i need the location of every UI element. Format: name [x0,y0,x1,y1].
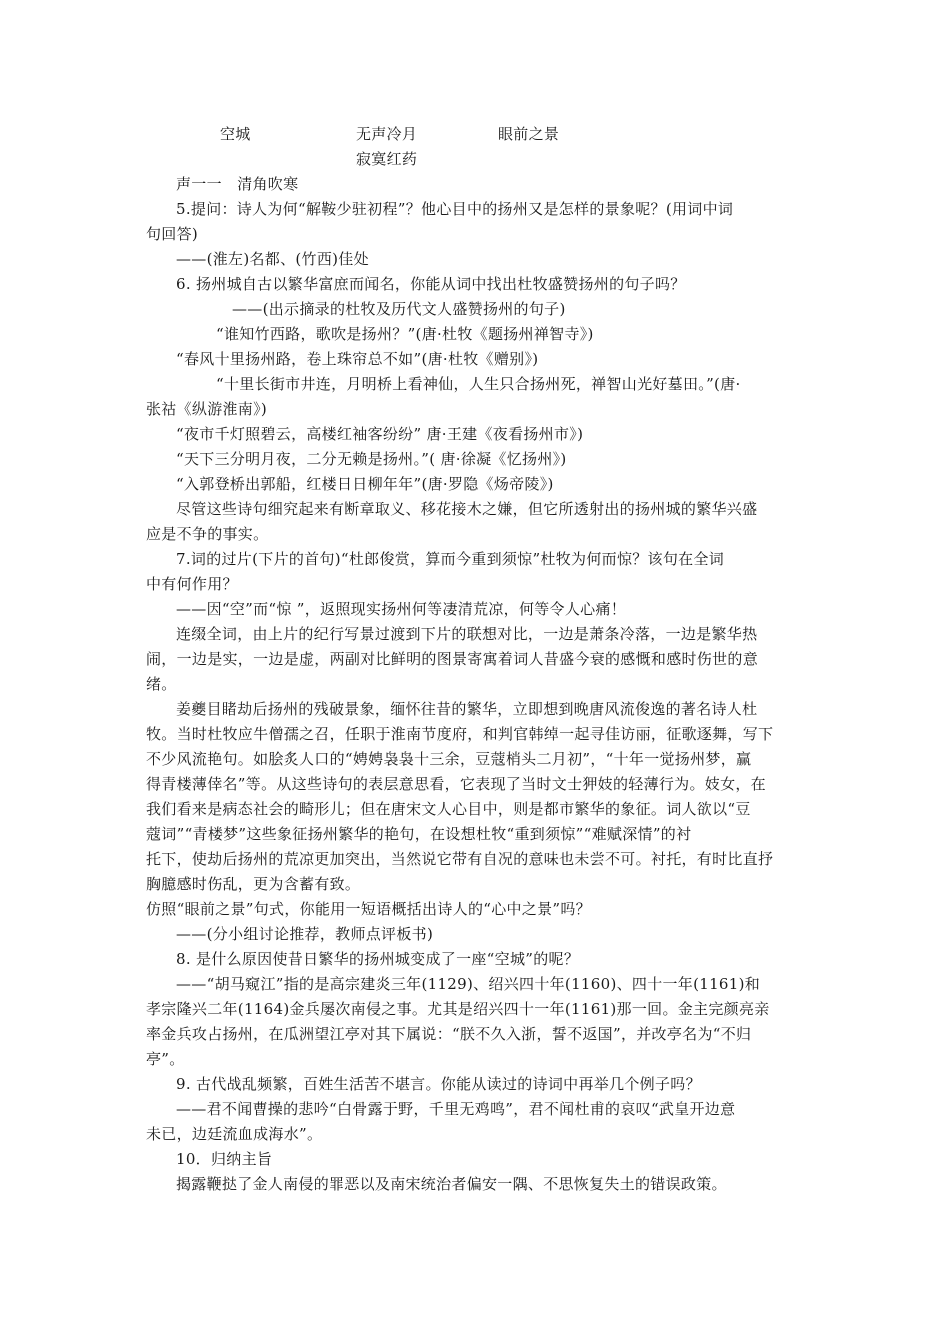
paragraph-line: 胸臆感时伤乱，更为含蓄有致。 [146,875,361,893]
quote-wang-jian: “夜市千灯照碧云，高楼红袖客纷纷” 唐·王建《夜看扬州市》) [176,425,584,443]
quote-du-mu-1: “谁知竹西路，歌吹是扬州？”(唐·杜牧《题扬州禅智寺》) [216,325,594,343]
answer-5: ——(淮左)名都、(竹西)佳处 [176,250,369,268]
question-5: 5.提问：诗人为何“解鞍少驻初程”？他心目中的扬州又是怎样的景象呢？(用词中词 [176,200,734,218]
paragraph-line: 我们看来是病态社会的畸形儿；但在唐宋文人心目中，则是都市繁华的象征。词人欲以“豆 [146,800,751,818]
question-9: 9. 古代战乱频繁，百姓生活苦不堪言。你能从读过的诗词中再举几个例子吗？ [176,1075,701,1093]
question-10: 10．归纳主旨 [176,1150,273,1168]
answer-8: ——“胡马窥江”指的是高宗建炎三年(1129)、绍兴四十年(1160)、四十一年(1161)和 [176,975,761,993]
summary-red-peony: 寂寞红药 [356,150,418,168]
paragraph-line: 尽管这些诗句细究起来有断章取义、移花接木之嫌，但它所透射出的扬州城的繁华兴盛 [176,500,758,518]
paragraph-line: 应是不争的事实。 [146,525,269,543]
prompt-heart-scene: 仿照“眼前之景”句式，你能用一短语概括出诗人的“心中之景”吗？ [146,900,591,918]
paragraph-line: 得青楼薄倖名”等。从这些诗句的表层意思看，它表现了当时文士狎妓的轻薄行为。妓女，在 [146,775,766,793]
question-7: 7.词的过片(下片的首句)“杜郎俊赏，算而今重到须惊”杜牧为何而惊？该句在全词 [176,550,725,568]
quote-du-mu-2: “春风十里扬州路，卷上珠帘总不如”(唐·杜牧《赠别》) [176,350,539,368]
answer-heart-scene: ——(分小组讨论推荐，教师点评板书) [176,925,434,943]
quote-xu-ning: “天下三分明月夜，二分无赖是扬州。”( 唐·徐凝《忆扬州》) [176,450,567,468]
summary-horn-line: 声一一 清角吹寒 [176,175,299,193]
summary-silent-moon: 无声冷月 [356,125,418,143]
answer-8-cont: 孝宗隆兴二年(1164)金兵屡次南侵之事。尤其是绍兴四十一年(1161)那一回。金主完颜亮亲 [146,1000,770,1018]
paragraph-line: 绪。 [146,675,177,693]
question-7-cont: 中有何作用？ [146,575,238,593]
answer-7: ——因“空”而“惊 ”，返照现实扬州何等凄清荒凉，何等令人心痛！ [176,600,627,618]
paragraph-line: 蔻词”“青楼梦”这些象征扬州繁华的艳句，在设想杜牧“重到须惊”“难赋深情”的衬 [146,825,692,843]
paragraph-line: 姜夔目睹劫后扬州的残破景象，缅怀往昔的繁华，立即想到晚唐风流俊逸的著名诗人杜 [176,700,758,718]
answer-8-cont: 亭”。 [146,1050,185,1068]
paragraph-line: 托下，使劫后扬州的荒凉更加突出，当然说它带有自况的意味也未尝不可。衬托，有时比直抒 [146,850,774,868]
paragraph-line: 不少风流艳句。如脍炙人口的“娉娉袅袅十三余，豆蔻梢头二月初”，“十年一觉扬州梦，赢 [146,750,752,768]
question-8: 8. 是什么原因使昔日繁华的扬州城变成了一座“空城”的呢？ [176,950,580,968]
answer-8-cont: 率金兵攻占扬州，在瓜洲望江亭对其下属说：“朕不久入浙，誓不返国”，并改亭名为“不归 [146,1025,752,1043]
answer-10: 揭露鞭挞了金人南侵的罪恶以及南宋统治者偏安一隅、不思恢复失土的错误政策。 [176,1175,727,1193]
answer-6-intro: ——(出示摘录的杜牧及历代文人盛赞扬州的句子) [232,300,566,318]
summary-scene-label: 眼前之景 [498,125,560,143]
paragraph-line: 牧。当时杜牧应牛僧孺之召，任职于淮南节度府，和判官韩绰一起寻佳访丽，征歌逐舞，写下 [146,725,774,743]
paragraph-line: 连缀全词，由上片的纪行写景过渡到下片的联想对比，一边是萧条冷落，一边是繁华热 [176,625,758,643]
quote-zhang-hu: “十里长街市井连，月明桥上看神仙，人生只合扬州死，禅智山光好墓田。”(唐· [216,375,741,393]
summary-empty-city: 空城 [220,125,251,143]
answer-9: ——君不闻曹操的悲吟“白骨露于野，千里无鸡鸣”，君不闻杜甫的哀叹“武皇开边意 [176,1100,736,1118]
quote-luo-yin: “入郭登桥出郭船，红楼日日柳年年”(唐·罗隐《炀帝陵》) [176,475,554,493]
quote-zhang-hu-cont: 张祜《纵游淮南》) [146,400,268,418]
question-5-cont: 句回答) [146,225,199,243]
paragraph-line: 闹，一边是实，一边是虚，两副对比鲜明的图景寄寓着词人昔盛今衰的感慨和感时伤世的意 [146,650,759,668]
answer-9-cont: 未已，边廷流血成海水”。 [146,1125,323,1143]
question-6: 6. 扬州城自古以繁华富庶而闻名，你能从词中找出杜牧盛赞扬州的句子吗？ [176,275,686,293]
